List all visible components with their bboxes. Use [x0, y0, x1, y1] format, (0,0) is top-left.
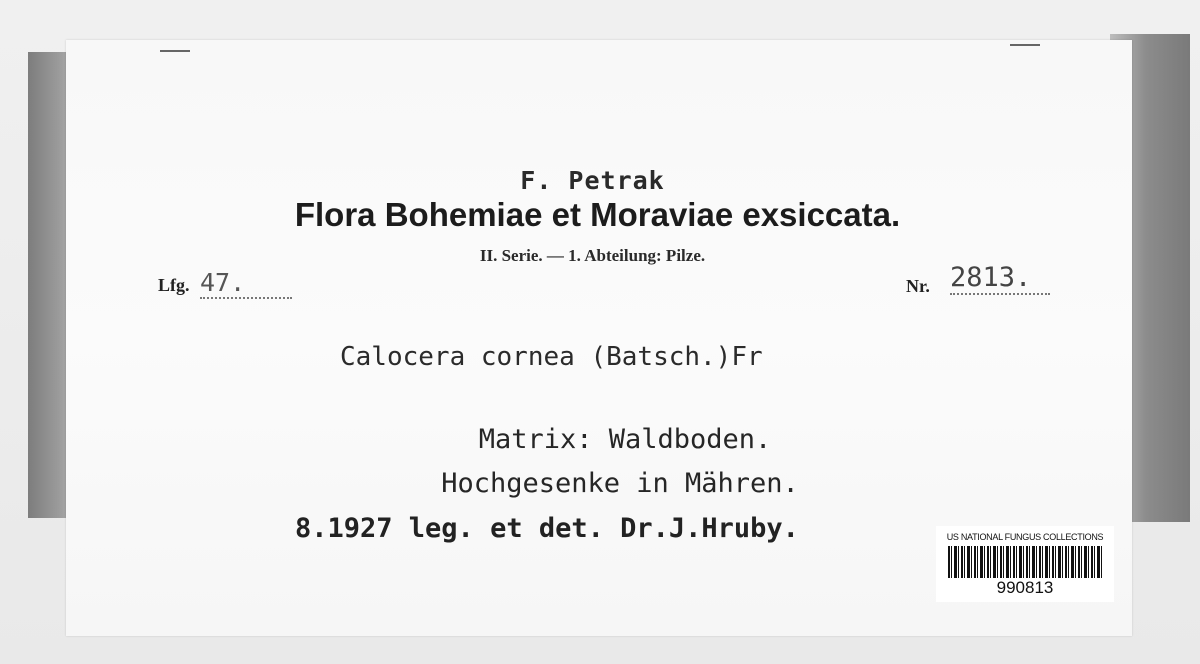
corner-mark-left — [160, 50, 190, 52]
matrix-line: Matrix: Waldboden. — [478, 424, 772, 455]
lfg-label: Lfg. — [158, 275, 190, 295]
collector-line: 8.1927 leg. et det. Dr.J.Hruby. — [295, 513, 799, 544]
lfg-value: 47. — [200, 268, 292, 299]
barcode-bars — [948, 546, 1102, 578]
locality-line: Hochgesenke in Mähren. — [441, 468, 799, 499]
species-name: Calocera cornea (Batsch.)Fr — [340, 342, 763, 372]
barcode-label — [936, 526, 1114, 602]
barcode-number: 990813 — [996, 578, 1054, 597]
label-author: F. Petrak — [520, 166, 665, 195]
corner-mark-right — [1010, 44, 1040, 46]
label-title: Flora Bohemiae et Moraviae exsiccata. — [294, 196, 901, 233]
number-label: Nr. — [906, 276, 930, 296]
label-series: II. Serie. — 1. Abteilung: Pilze. — [479, 246, 706, 265]
barcode-organization: US NATIONAL FUNGUS COLLECTIONS — [946, 532, 1104, 542]
number-value: 2813. — [950, 262, 1050, 295]
